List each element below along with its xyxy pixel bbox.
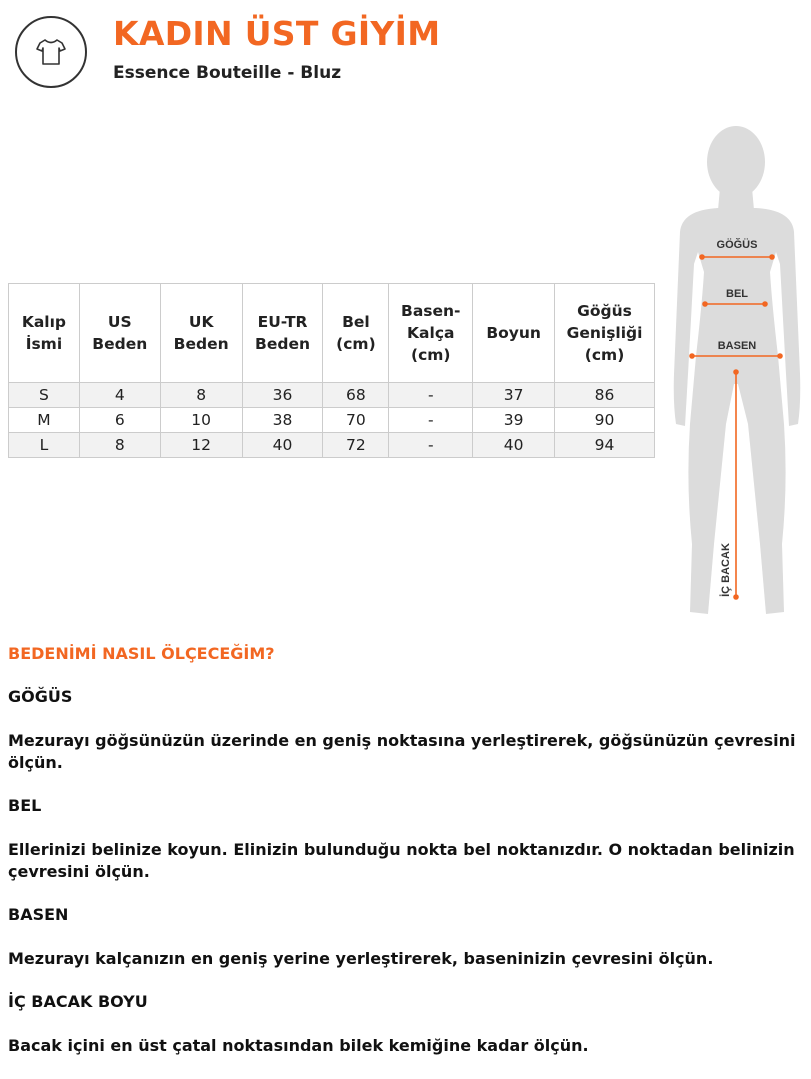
measurement-guide (8, 644, 803, 1079)
body-silhouette (668, 124, 808, 620)
table-cell: 8 (79, 433, 160, 458)
label-gogus: GÖĞÜS (716, 239, 758, 251)
table-cell: 4 (79, 383, 160, 408)
page-title: KADIN ÜST GİYİM (113, 14, 441, 53)
table-cell: 72 (323, 433, 389, 458)
table-row (9, 408, 655, 433)
tshirt-logo (15, 16, 87, 88)
label-bel: BEL (726, 288, 748, 300)
table-cell: 94 (555, 433, 655, 458)
size-table (8, 283, 655, 458)
table-cell: - (389, 433, 473, 458)
guide-text-ic-bacak: Bacak içini en üst çatal noktasından bilek kemiğine kadar ölçün. (8, 1036, 589, 1055)
table-cell: 6 (79, 408, 160, 433)
product-name: Essence Bouteille - Bluz (113, 63, 342, 83)
table-cell: 40 (242, 433, 323, 458)
table-cell: M (9, 408, 80, 433)
table-cell: 86 (555, 383, 655, 408)
table-cell: 8 (160, 383, 242, 408)
col-header-bel: Bel (cm) (323, 284, 389, 383)
col-header-eu-tr: EU-TR Beden (242, 284, 323, 383)
guide-question: BEDENİMİ NASIL ÖLÇECEĞİM? (8, 644, 275, 663)
col-header-basen: Basen- Kalça (cm) (389, 284, 473, 383)
table-cell: 40 (473, 433, 555, 458)
table-row (9, 433, 655, 458)
table-cell: 36 (242, 383, 323, 408)
table-cell: S (9, 383, 80, 408)
table-cell: 12 (160, 433, 242, 458)
table-cell: - (389, 383, 473, 408)
table-cell: 39 (473, 408, 555, 433)
table-cell: L (9, 433, 80, 458)
table-cell: 68 (323, 383, 389, 408)
guide-heading-gogus: GÖĞÜS (8, 687, 73, 706)
guide-text-bel: Ellerinizi belinize koyun. Elinizin bulunduğu nokta bel noktanızdır. O noktadan belinizin çevresini ölçün. (8, 840, 795, 881)
table-header-row (9, 284, 655, 383)
tshirt-icon (34, 35, 68, 69)
table-cell: 70 (323, 408, 389, 433)
col-header-us: US Beden (79, 284, 160, 383)
col-header-uk: UK Beden (160, 284, 242, 383)
guide-heading-ic-bacak: İÇ BACAK BOYU (8, 992, 148, 1011)
col-header-gogus: Göğüs Genişliği (cm) (555, 284, 655, 383)
label-ic-bacak: İÇ BACAK (720, 543, 732, 597)
table-cell: 38 (242, 408, 323, 433)
label-basen: BASEN (717, 340, 757, 352)
col-header-boyun: Boyun (473, 284, 555, 383)
table-cell: 10 (160, 408, 242, 433)
guide-heading-basen: BASEN (8, 905, 69, 924)
guide-text-basen: Mezurayı kalçanızın en geniş yerine yerleştirerek, baseninizin çevresini ölçün. (8, 949, 714, 968)
table-cell: 37 (473, 383, 555, 408)
table-cell: - (389, 408, 473, 433)
table-cell: 90 (555, 408, 655, 433)
guide-heading-bel: BEL (8, 796, 42, 815)
table-row (9, 383, 655, 408)
col-header-kalip: Kalıp İsmi (9, 284, 80, 383)
guide-text-gogus: Mezurayı göğsünüzün üzerinde en geniş noktasına yerleştirerek, göğsünüzün çevresini ölçün. (8, 731, 796, 772)
